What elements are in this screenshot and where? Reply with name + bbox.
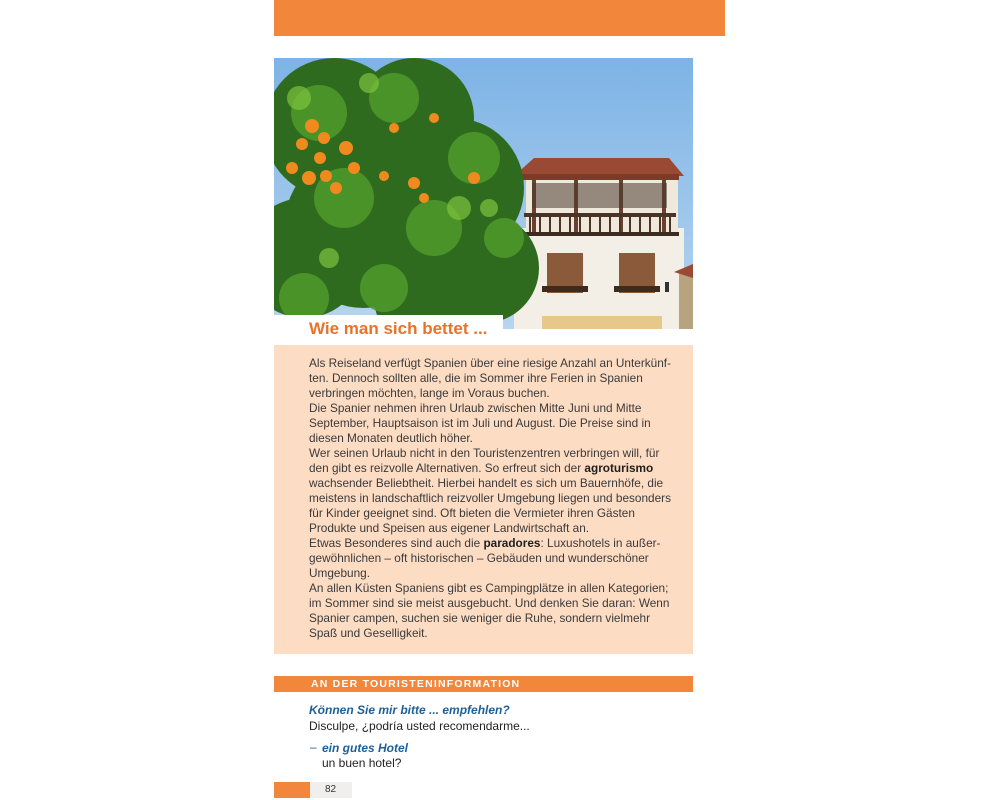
text-line: Produkte und Speisen aus eigener Landwirtschaft an. — [309, 521, 590, 535]
text-line: ten. Dennoch sollten alle, die im Sommer ihre Ferien in Spanien — [309, 371, 643, 385]
text-line: : Luxushotels in außer- — [540, 536, 661, 550]
text-line: wachsender Beliebtheit. Hierbei handelt es sich um Bauernhöfe, die — [309, 476, 664, 490]
text-line: Spanier campen, suchen sie weniger die Ruhe, sondern vielmehr — [309, 611, 650, 625]
top-accent-bar — [274, 0, 725, 36]
text-line: Etwas Besonderes sind auch die — [309, 536, 484, 550]
article-heading: Wie man sich bettet ... — [309, 319, 488, 338]
section-title: AN DER TOURISTENINFORMATION — [311, 678, 521, 690]
text-line: meistens in landschaftlich reizvoller Umgebung liegen und besonders — [309, 491, 671, 505]
paragraph-2 — [309, 401, 679, 446]
text-line: diesen Monaten deutlich höher. — [309, 431, 473, 445]
page-number: 82 — [325, 784, 337, 795]
term-paradores: paradores — [483, 536, 541, 550]
orange-tree-house-image — [274, 58, 693, 329]
paragraph-4 — [309, 536, 679, 581]
phrase-question-spanish: Disculpe, ¿podría usted recomendarme... — [309, 719, 530, 733]
header-photo — [274, 58, 693, 329]
text-line: An allen Küsten Spaniens gibt es Campingplätze in allen Kategorien; — [309, 581, 669, 595]
text-line: verbringen möchten, lange im Voraus buchen. — [309, 386, 550, 400]
article-body — [309, 356, 679, 641]
text-line: gewöhnlichen – oft historischen – Gebäuden und wunderschöner — [309, 551, 649, 565]
text-line: Die Spanier nehmen ihren Urlaub zwischen Mitte Juni und Mitte — [309, 401, 642, 415]
text-line: im Sommer sind sie meist ausgebucht. Und denken Sie daran: Wenn — [309, 596, 670, 610]
text-line: den gibt es reizvolle Alternativen. So erfreut sich der — [309, 461, 585, 475]
text-line: Spaß und Geselligkeit. — [309, 626, 428, 640]
term-agroturismo: agroturismo — [584, 461, 654, 475]
list-dash: – — [310, 740, 317, 754]
text-line: Als Reiseland verfügt Spanien über eine riesige Anzahl an Unterkünf- — [309, 356, 671, 370]
paragraph-3 — [309, 446, 679, 536]
phrase-item-spanish: un buen hotel? — [322, 756, 402, 770]
text-line: für Kinder geeignet sind. Oft bieten die Vermieter ihren Gästen — [309, 506, 635, 520]
paragraph-5 — [309, 581, 679, 641]
paragraph-1 — [309, 356, 679, 401]
phrase-item-german: ein gutes Hotel — [322, 741, 409, 755]
phrase-question-german: Können Sie mir bitte ... empfehlen? — [309, 703, 510, 717]
text-line: September, Hauptsaison ist im Juli und August. Die Preise sind in — [309, 416, 651, 430]
text-line: Wer seinen Urlaub nicht in den Touristenzentren verbringen will, für — [309, 446, 660, 460]
page-marker — [274, 782, 310, 798]
text-line: Umgebung. — [309, 566, 370, 580]
